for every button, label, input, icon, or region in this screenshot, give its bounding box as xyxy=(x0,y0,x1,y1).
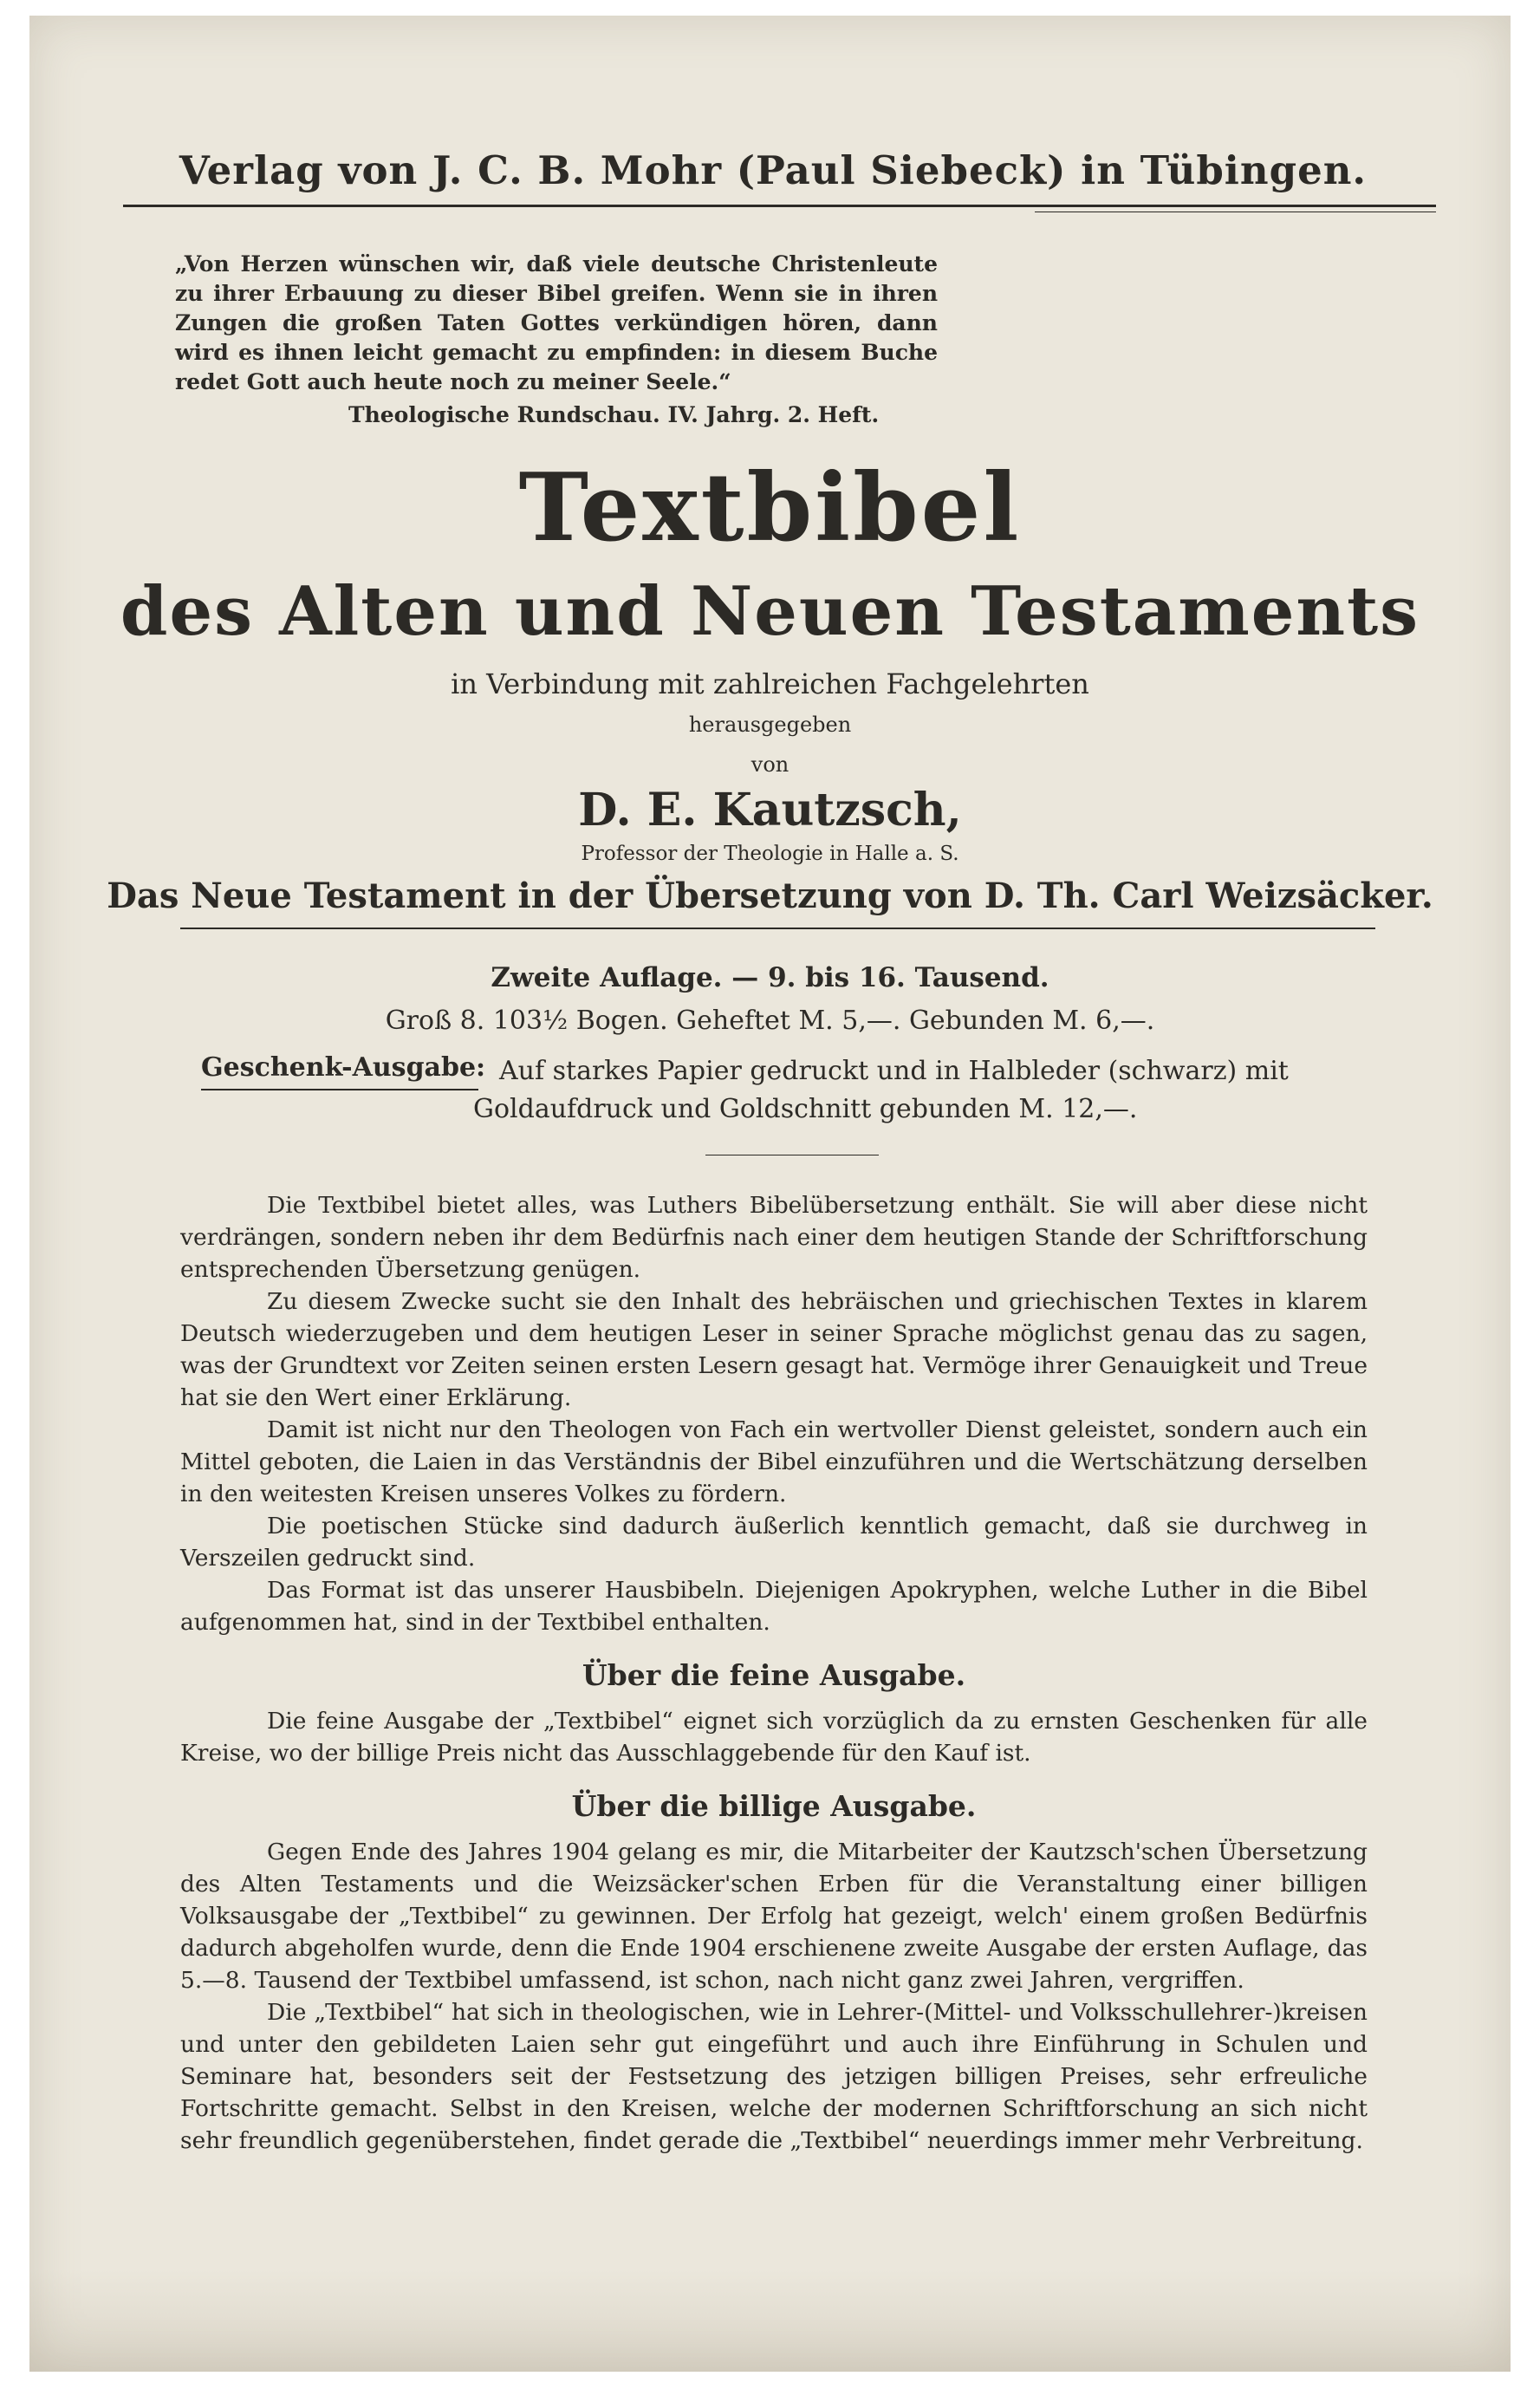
paragraph: Die poetischen Stücke sind dadurch äußerlich kenntlich gemacht, daß sie durchweg in Verszeilen gedruckt sind. xyxy=(180,1513,1368,1572)
paragraph: Die „Textbibel“ hat sich in theologischen, wie in Lehrer-(Mittel- und Volksschullehrer-)kreisen und unter den gebildeten Laien sehr gut eingeführt und auch ihre Einführung in Schulen und Seminare hat, besonders seit der Festsetzung des jetzigen billigen Preises, sehr erfreuliche Fortschritte gemacht. Selbst in den Kreisen, welche der modernen Schriftforschung an sich nicht sehr freundlich gegenüberstehen, findet gerade die „Textbibel“ neuerdings immer mehr Verbreitung. xyxy=(180,1999,1368,2154)
review-quote: „Von Herzen wünschen wir, daß viele deutsche Christenleute zu ihrer Erbauung zu dieser Bibel greifen. Wenn sie in ihren Zungen die großen Taten Gottes verkündigen hören, dann wird es ihnen leicht gemacht zu empfinden: in diesem Buche redet Gott auch heute noch zu meiner Seele.“ xyxy=(175,251,938,394)
heading-fine-edition: Über die feine Ausgabe. xyxy=(582,1658,966,1692)
paragraph: Die Textbibel bietet alles, was Luthers Bibelübersetzung enthält. Sie will aber diese nicht verdrängen, sondern neben ihr dem Bedürfnis nach einer dem heutigen Stande der Schriftforschung entsprechenden Übersetzung genügen. xyxy=(180,1192,1368,1283)
in-verbindung-line: in Verbindung mit zahlreichen Fachgelehrten xyxy=(451,667,1089,700)
heading-cheap-edition: Über die billige Ausgabe. xyxy=(571,1789,977,1823)
edition-line: Zweite Auflage. — 9. bis 16. Tausend. xyxy=(491,962,1049,993)
gift-edition-label: Geschenk-Ausgabe: xyxy=(201,1052,486,1083)
paragraph: Die feine Ausgabe der „Textbibel“ eignet sich vorzüglich da zu ernsten Geschenken für alle Kreise, wo der billige Preis nicht das Ausschlaggebende für den Kauf ist. xyxy=(180,1708,1368,1767)
paper-stain xyxy=(29,2269,1511,2372)
document-page xyxy=(29,16,1511,2372)
title-textbibel: Textbibel xyxy=(518,453,1022,563)
price-line: Groß 8. 103½ Bogen. Geheftet M. 5,—. Gebunden M. 6,—. xyxy=(385,1006,1155,1036)
von-line: von xyxy=(751,752,789,777)
paragraph: Das Format ist das unserer Hausbibeln. Diejenigen Apokryphen, welche Luther in die Bibel aufgenommen hat, sind in der Textbibel enthalten. xyxy=(180,1577,1368,1636)
quote-source: Theologische Rundschau. IV. Jahrg. 2. Heft. xyxy=(348,402,880,427)
author-name: D. E. Kautzsch, xyxy=(578,784,962,836)
title-subtitle: des Alten und Neuen Testaments xyxy=(120,572,1420,651)
author-title: Professor der Theologie in Halle a. S. xyxy=(581,843,959,865)
herausgegeben-line: herausgegeben xyxy=(688,713,852,737)
publisher-line: Verlag von J. C. B. Mohr (Paul Siebeck) in Tübingen. xyxy=(179,147,1368,193)
new-testament-line: Das Neue Testament in der Übersetzung von D. Th. Carl Weizsäcker. xyxy=(107,876,1433,916)
nt-rule xyxy=(180,928,1375,929)
body-text xyxy=(180,1189,1368,2157)
paragraph: Gegen Ende des Jahres 1904 gelang es mir, die Mitarbeiter der Kautzsch'schen Übersetzung des Alten Testaments und die Weizsäcker'schen Erben für die Veranstaltung einer billigen Volksausgabe der „Textbibel“ zu gewinnen. Der Erfolg hat gezeigt, welch' einem großen Bedürfnis dadurch abgeholfen wurde, denn die Ende 1904 erschienene zweite Ausgabe der ersten Auflage, das 5.—8. Tausend der Textbibel umfassend, ist schon, nach nicht ganz zwei Jahren, vergriffen. xyxy=(180,1839,1368,1994)
paragraph: Zu diesem Zwecke sucht sie den Inhalt des hebräischen und griechischen Textes in klarem Deutsch wiederzugeben und dem heutigen Leser in seiner Sprache möglichst genau das zu sagen, was der Grundtext vor Zeiten seinen ersten Lesern gesagt hat. Vermöge ihrer Genauigkeit und Treue hat sie den Wert einer Erklärung. xyxy=(180,1288,1368,1411)
gift-edition-text: Auf starkes Papier gedruckt und in Halbleder (schwarz) mit Goldaufdruck und Goldschnitt gebunden M. 12,—. xyxy=(473,1056,1289,1124)
publisher-rule xyxy=(123,205,1436,207)
gift-label-rule xyxy=(201,1089,478,1090)
paragraph: Damit ist nicht nur den Theologen von Fach ein wertvoller Dienst geleistet, sondern auch ein Mittel geboten, die Laien in das Verständnis der Bibel einzuführen und die Wertschätzung derselben in den weitesten Kreisen unseres Volkes zu fördern. xyxy=(180,1416,1368,1507)
